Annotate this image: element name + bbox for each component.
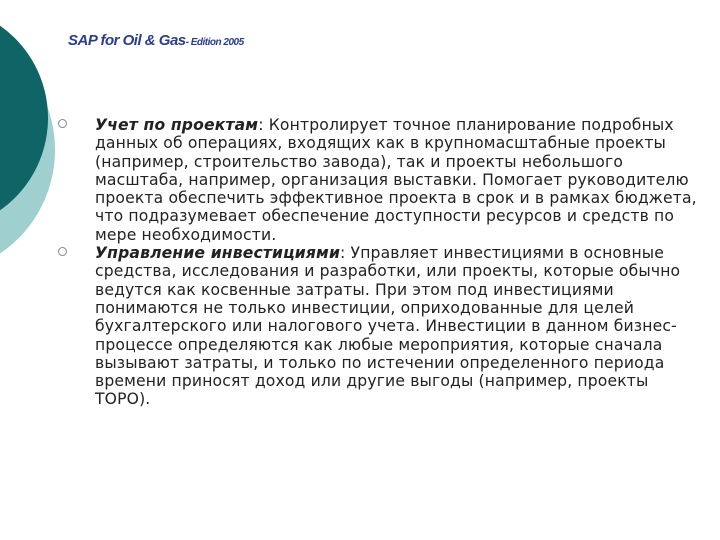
bullet-term: Управление инвестициями	[95, 244, 341, 263]
logo-edition: - Edition 2005	[185, 37, 244, 48]
content-area	[58, 116, 698, 409]
bullet-text	[95, 244, 698, 409]
bullet-body: : Управляет инвестициями в основные средства, исследования и разработки, или проекты, которые обычно ведутся как косвенные затраты. При этом под инвестициями понимаются не только инвестиции, оприходованные для целей бухгалтерского или налогового учета. Инвестиции в данном бизнес-процессе определяются как любые мероприятия, которые сначала вызывают затраты, и только по истечении определенного периода времени приносят доход или другие выгоды (например, проекты ТОРО).	[95, 244, 681, 409]
bullet-circle-icon	[58, 247, 67, 256]
bullet-item	[58, 244, 698, 409]
decorative-circles	[0, 0, 60, 300]
bullet-circle-icon	[58, 119, 67, 128]
bullet-body: : Контролирует точное планирование подробных данных об операциях, входящих как в крупномасштабные проекты (например, строительство завода), так и проекты небольшого масштаба, например, организация выставки. Помогает руководителю проекта обеспечить эффективное проекта в срок и в рамках бюджета, что подразумевает обеспечение доступности ресурсов и средств по мере необходимости.	[95, 116, 697, 244]
logo-title: SAP for Oil & Gas	[68, 32, 186, 49]
bullet-item	[58, 116, 698, 244]
header-logo	[68, 32, 244, 50]
bullet-text	[95, 116, 698, 244]
bullet-term: Учет по проектам	[95, 116, 259, 134]
